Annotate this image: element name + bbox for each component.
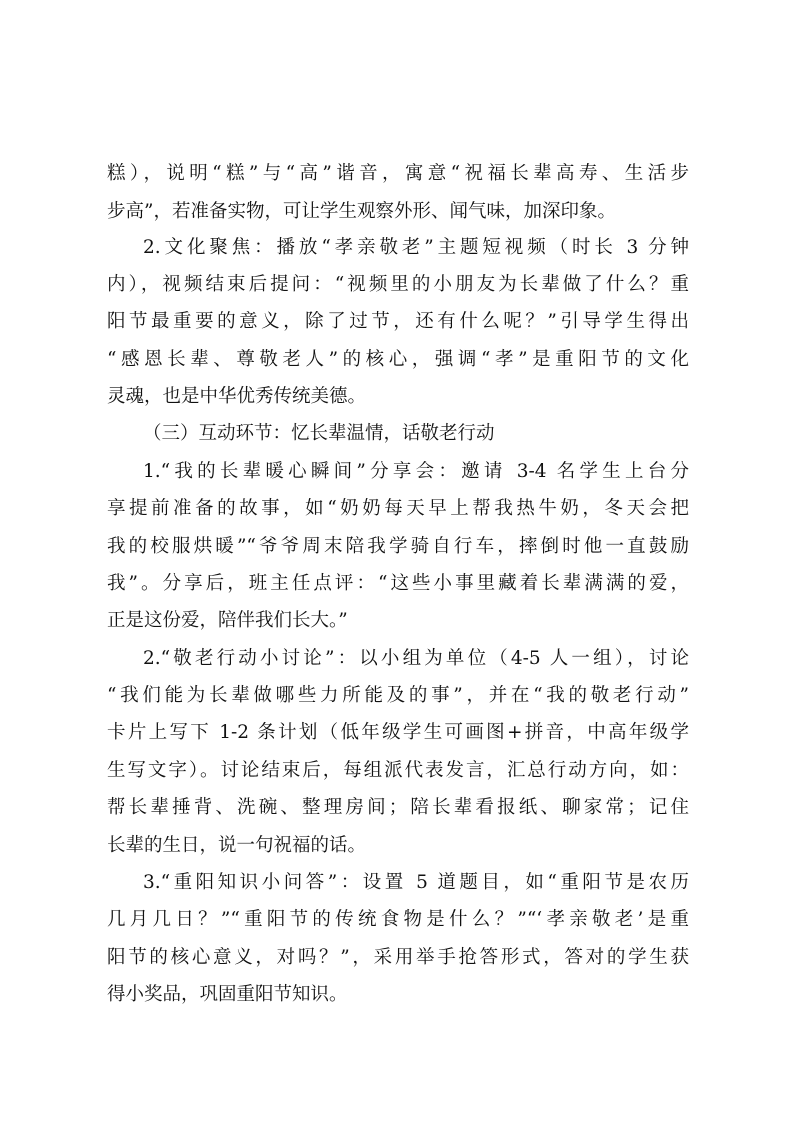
- paragraph-line: 正是这份爱，陪伴我们长大。”: [107, 610, 348, 631]
- paragraph-line: 帮长辈捶背、洗碗、整理房间；陪长辈看报纸、聊家常；记住: [107, 797, 689, 818]
- paragraph-line: 我”。分享后，班主任点评：“这些小事里藏着长辈满满的爱，: [107, 573, 689, 594]
- paragraph-line: 享提前准备的故事，如“奶奶每天早上帮我热牛奶，冬天会把: [107, 498, 689, 519]
- paragraph-line: 糕），说明“糕”与“高”谐音，寓意“祝福长辈高寿、生活步: [107, 163, 689, 184]
- paragraph-line: 长辈的生日，说一句祝福的话。: [107, 835, 367, 856]
- paragraph-line: 我的校服烘暖”“爷爷周末陪我学骑自行车，摔倒时他一直鼓励: [107, 536, 689, 557]
- paragraph-line: 卡片上写下 1-2 条计划（低年级学生可画图+拼音，中高年级学: [107, 722, 689, 743]
- paragraph-line: 3.“重阳知识小问答”：设置 5 道题目，如“重阳节是农历: [143, 872, 689, 893]
- section-heading: （三）互动环节：忆长辈温情，话敬老行动: [143, 423, 495, 444]
- paragraph-line: 阳节的核心意义，对吗？”，采用举手抢答形式，答对的学生获: [107, 947, 689, 968]
- paragraph-line: 阳节最重要的意义，除了过节，还有什么呢？”引导学生得出: [107, 311, 689, 332]
- paragraph-line: 生写文字）。讨论结束后，每组派代表发言，汇总行动方向，如：: [107, 760, 689, 781]
- paragraph-line: 几月几日？”“重阳节的传统食物是什么？”“‘孝亲敬老’是重: [107, 909, 689, 930]
- paragraph-line: 得小奖品，巩固重阳节知识。: [107, 984, 348, 1005]
- paragraph-line: “感恩长辈、尊敬老人”的核心，强调“孝”是重阳节的文化: [107, 349, 689, 370]
- paragraph-line: 内），视频结束后提问：“视频里的小朋友为长辈做了什么？重: [107, 274, 689, 295]
- paragraph-line: “我们能为长辈做哪些力所能及的事”，并在“我的敬老行动”: [107, 685, 689, 706]
- paragraph-line: 步高”，若准备实物，可让学生观察外形、闻气味，加深印象。: [107, 201, 616, 222]
- paragraph-line: 1.“我的长辈暖心瞬间”分享会：邀请 3-4 名学生上台分: [143, 461, 689, 482]
- paragraph-line: 灵魂，也是中华优秀传统美德。: [107, 386, 367, 407]
- paragraph-line: 2.“敬老行动小讨论”：以小组为单位（4-5 人一组），讨论: [143, 648, 689, 669]
- paragraph-line: 2.文化聚焦：播放“孝亲敬老”主题短视频（时长 3 分钟: [143, 237, 689, 258]
